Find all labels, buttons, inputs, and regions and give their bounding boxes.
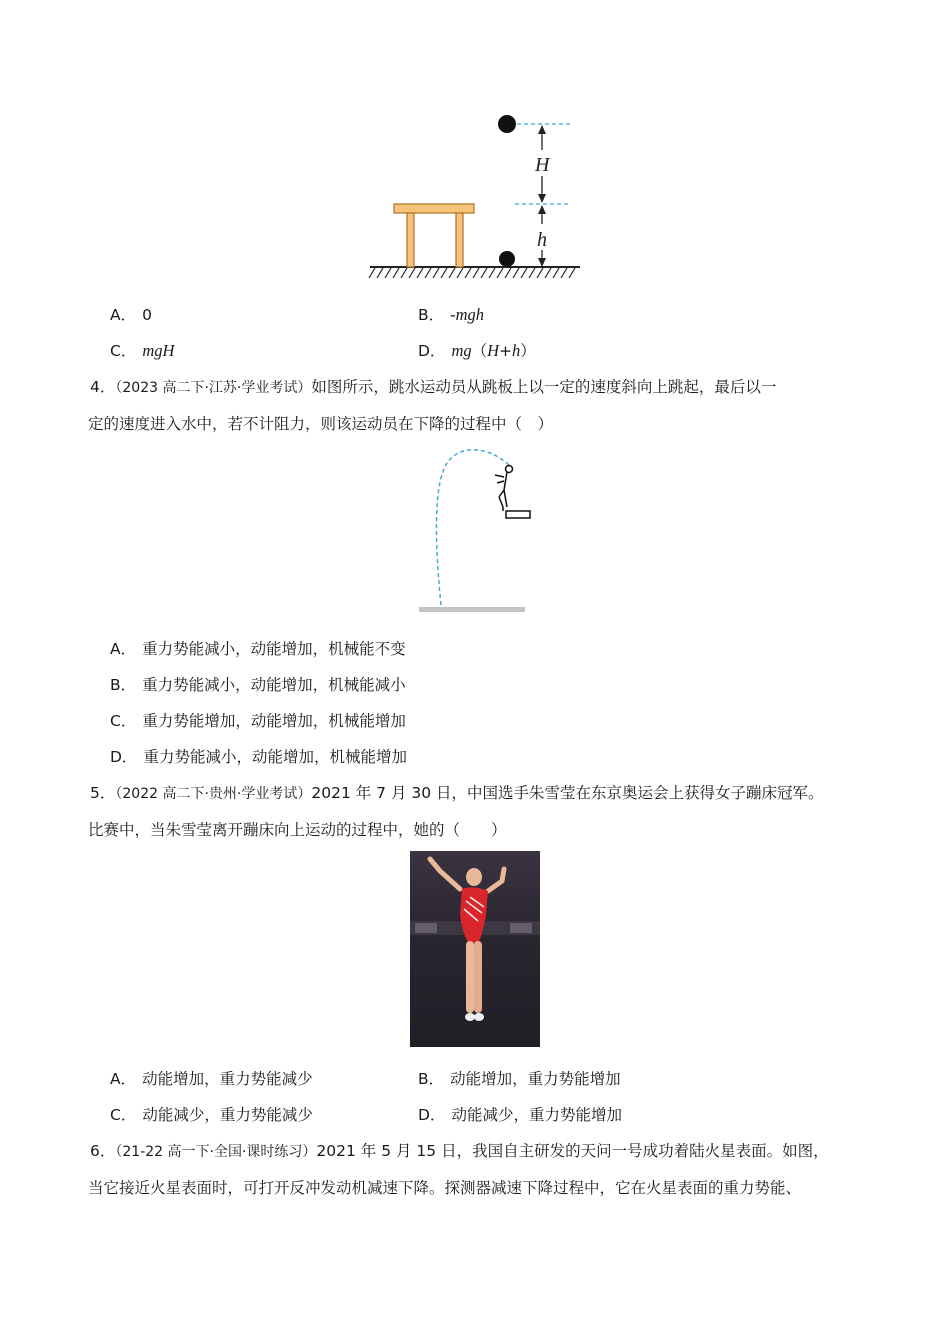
option-text: 动能减少，重力势能增加 [451,1106,622,1124]
q5-stem-line1 [90,782,824,805]
option-key: C． [110,1106,137,1124]
label-H: H [535,154,550,176]
q5-source: （2022 高二下·贵州·学业考试） [115,786,312,802]
option-text: 动能增加，重力势能增加 [450,1070,621,1088]
option-text-mg: mg [451,341,472,360]
option-key: D． [418,342,446,360]
q4-number: 4． [90,378,116,396]
plus-sign: + [499,342,513,360]
paren-close: ） [520,342,536,360]
water-surface [419,607,525,612]
q3-option-a[interactable] [110,304,152,326]
option-key: A． [110,306,137,324]
q5-stem-line2: 比赛中，当朱雪莹离开蹦床向上运动的过程中，她的（ ） [88,821,507,839]
option-key: B． [418,1070,445,1088]
diver-diagram [415,445,535,617]
q4-source: （2023 高二下·江苏·学业考试） [115,380,312,396]
option-text: 动能减少，重力势能减少 [142,1106,313,1124]
q6-text: 2021 年 5 月 15 日，我国自主研发的天问一号成功着陆火星表面。如图， [316,1142,829,1160]
option-text: 0 [142,306,152,324]
option-key: B． [110,676,137,694]
option-key: D． [110,748,138,766]
option-text: 重力势能减小，动能增加，机械能不变 [142,640,406,658]
q4-option-c[interactable] [110,710,406,732]
option-text: -mgh [450,305,485,324]
option-key: B． [418,306,445,324]
q4-option-a[interactable] [110,638,406,660]
option-key: D． [418,1106,446,1124]
q6-source: （21-22 高一下·全国·课时练习） [115,1144,317,1160]
paren-open: （ [471,342,488,360]
option-text-h: h [512,341,521,360]
label-h: h [537,229,547,251]
q5-option-d[interactable] [418,1104,622,1126]
q6-number: 6． [90,1142,116,1160]
q5-text: 2021 年 7 月 30 日，中国选手朱雪莹在东京奥运会上获得女子蹦床冠军。 [311,784,824,802]
q4-text: 如图所示，跳水运动员从跳板上以一定的速度斜向上跳起，最后以一 [311,378,777,396]
option-text-H: H [487,341,500,360]
q5-option-c[interactable] [110,1104,313,1126]
q3-option-b[interactable] [418,304,484,326]
q4-stem-line2: 定的速度进入水中，若不计阻力，则该运动员在下降的过程中（ ） [88,415,554,433]
q6-stem-line2: 当它接近火星表面时，可打开反冲发动机减速下降。探测器减速下降过程中，它在火星表面的重力势能、 [88,1179,802,1197]
option-text: 重力势能减小，动能增加，机械能减小 [142,676,406,694]
option-key: A． [110,640,137,658]
q5-number: 5． [90,784,116,802]
q5-option-a[interactable] [110,1068,313,1090]
q3-option-d[interactable] [418,340,536,362]
option-key: A． [110,1070,137,1088]
option-text: mgH [142,341,175,360]
option-key: C． [110,712,137,730]
option-key: C． [110,342,137,360]
q5-option-b[interactable] [418,1068,621,1090]
q4-option-b[interactable] [110,674,406,696]
option-text: 重力势能增加，动能增加，机械能增加 [142,712,406,730]
table [394,204,474,267]
q3-option-c[interactable] [110,340,174,362]
ground-hatching [369,268,575,278]
trampoline-photo [410,851,540,1047]
diving-board [506,511,530,518]
q6-stem-line1 [90,1140,829,1163]
q4-stem-line1 [90,376,776,399]
option-text: 重力势能减小，动能增加，机械能增加 [143,748,407,766]
ball-ground [499,251,515,267]
height-diagram [365,110,585,285]
diver-figure [495,466,513,508]
ball-top [498,115,516,133]
q4-option-d[interactable] [110,746,407,768]
option-text: 动能增加，重力势能减少 [142,1070,313,1088]
